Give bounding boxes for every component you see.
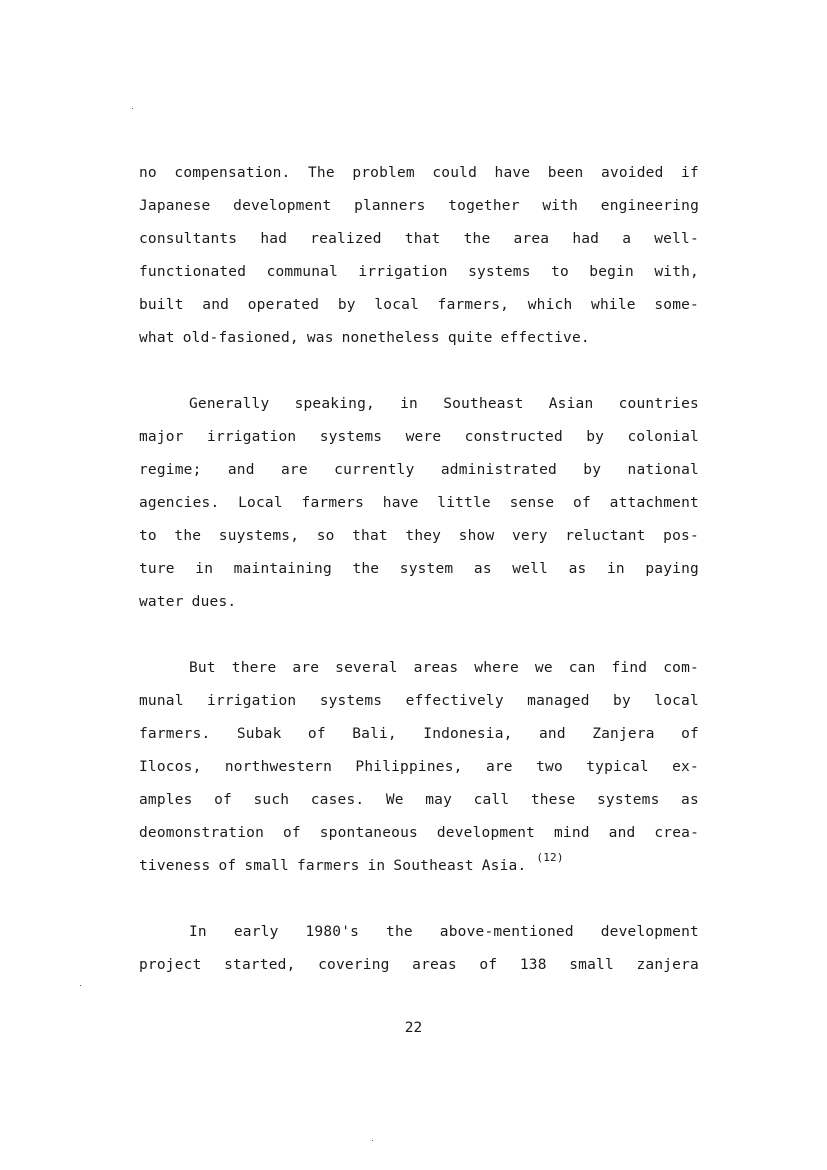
- text-line: munal irrigation systems effectively managed by local: [139, 693, 699, 709]
- paragraph-gap: [139, 623, 699, 656]
- page-number: 22: [404, 1020, 423, 1036]
- text-line: Ilocos, northwestern Philippines, are two typical ex-: [139, 759, 699, 775]
- text-line: ture in maintaining the system as well as in paying: [139, 561, 699, 577]
- text-line: In early 1980's the above-mentioned development: [189, 924, 699, 940]
- text-line: regime; and are currently administrated by national: [139, 462, 699, 478]
- paragraph-gap: [139, 887, 699, 920]
- text-line: no compensation. The problem could have been avoided if: [139, 165, 699, 181]
- text-line: agencies. Local farmers have little sense of attachment: [139, 495, 699, 511]
- text-line: project started, covering areas of 138 small zanjera: [139, 957, 699, 973]
- text-line: amples of such cases. We may call these systems as: [139, 792, 699, 808]
- text-line: deomonstration of spontaneous development mind and crea-: [139, 825, 699, 841]
- scan-speck: [80, 985, 81, 986]
- text-line: Generally speaking, in Southeast Asian countries: [189, 396, 699, 412]
- text-line: farmers. Subak of Bali, Indonesia, and Zanjera of: [139, 726, 699, 742]
- text-line: to the suystems, so that they show very reluctant pos-: [139, 528, 699, 544]
- footnote-reference: (12): [536, 851, 564, 864]
- paragraph: [139, 161, 699, 359]
- text-line: Japanese development planners together with engineering: [139, 198, 699, 214]
- paragraph: [139, 920, 699, 986]
- text-line: But there are several areas where we can find com-: [189, 660, 699, 676]
- paragraph-gap: [139, 359, 699, 392]
- paragraph: [139, 656, 699, 887]
- body-text: [139, 161, 699, 986]
- text-line: major irrigation systems were constructed by colonial: [139, 429, 699, 445]
- text-line: water dues.: [139, 594, 237, 610]
- text-line: built and operated by local farmers, which while some-: [139, 297, 699, 313]
- scan-speck: [132, 108, 133, 109]
- text-line: tiveness of small farmers in Southeast Asia. (12): [139, 854, 699, 887]
- text-line: what old-fasioned, was nonetheless quite effective.: [139, 330, 590, 346]
- scan-speck: [372, 1140, 373, 1141]
- text-line: consultants had realized that the area had a well-: [139, 231, 699, 247]
- text-line: functionated communal irrigation systems to begin with,: [139, 264, 699, 280]
- paragraph: [139, 392, 699, 623]
